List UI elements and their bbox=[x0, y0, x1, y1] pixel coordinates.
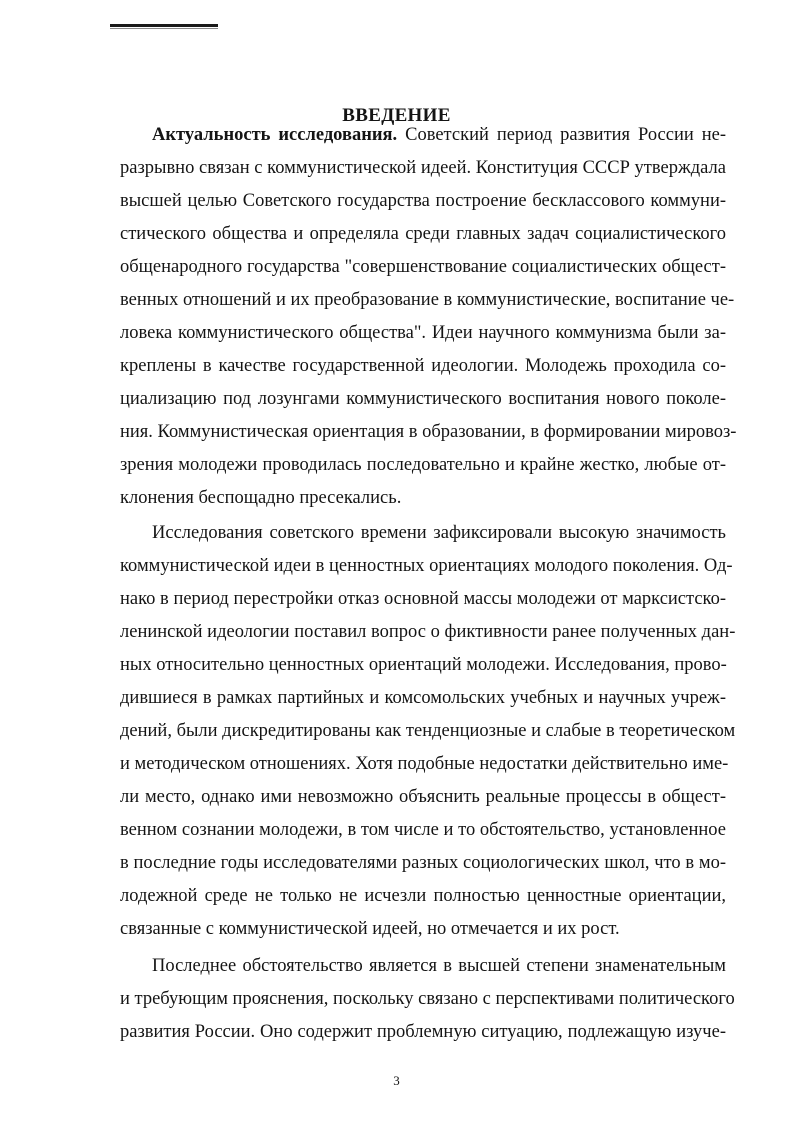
text-line: ловека коммунистического общества". Идеи научного коммунизма были за- bbox=[120, 323, 726, 343]
text-line: клонения беспощадно пресекались. bbox=[120, 488, 402, 508]
text-line: ли место, однако ими невозможно объяснить реальные процессы в общест- bbox=[120, 787, 726, 807]
text-line: циализацию под лозунгами коммунистического воспитания нового поколе- bbox=[120, 389, 726, 409]
top-rule bbox=[110, 24, 218, 27]
text-line: зрения молодежи проводилась последовательно и крайне жестко, любые от- bbox=[120, 455, 726, 475]
text-line: коммунистической идеи в ценностных ориентациях молодого поколения. Од- bbox=[120, 556, 733, 576]
text-line: дений, были дискредитированы как тенденциозные и слабые в теоретическом bbox=[120, 721, 736, 741]
text-line: Актуальность исследования. Советский период развития России не- bbox=[152, 125, 727, 145]
page-number: 3 bbox=[393, 1073, 400, 1088]
text-line: венном сознании молодежи, в том числе и то обстоятельство, установленное bbox=[120, 820, 726, 840]
text-line: и методическом отношениях. Хотя подобные недостатки действительно име- bbox=[120, 754, 729, 774]
text-line: общенародного государства "совершенствование социалистических общест- bbox=[120, 257, 726, 277]
text-line: нако в период перестройки отказ основной массы молодежи от марксистско- bbox=[120, 589, 726, 609]
text-line: Исследования советского времени зафиксировали высокую значимость bbox=[152, 523, 726, 543]
text-line: креплены в качестве государственной идеологии. Молодежь проходила со- bbox=[120, 356, 726, 376]
text-line: ния. Коммунистическая ориентация в образовании, в формировании мировоз- bbox=[120, 422, 737, 442]
text-line: ленинской идеологии поставил вопрос о фиктивности ранее полученных дан- bbox=[120, 622, 736, 642]
text-line: венных отношений и их преобразование в коммунистические, воспитание че- bbox=[120, 290, 735, 310]
text-line: высшей целью Советского государства построение бесклассового коммуни- bbox=[120, 191, 726, 211]
text-line: лодежной среде не только не исчезли полностью ценностные ориентации, bbox=[120, 886, 726, 906]
lead-heading: Актуальность исследования. bbox=[152, 125, 398, 145]
text-line: связанные с коммунистической идеей, но отмечается и их рост. bbox=[120, 919, 620, 939]
text-line: дившиеся в рамках партийных и комсомольских учебных и научных учреж- bbox=[120, 688, 726, 708]
text-line: стического общества и определяла среди главных задач социалистического bbox=[120, 224, 726, 244]
text-line: разрывно связан с коммунистической идеей. Конституция СССР утверждала bbox=[120, 158, 726, 178]
text-line: в последние годы исследователями разных социологических школ, что в мо- bbox=[120, 853, 726, 873]
text-line: ных относительно ценностных ориентаций молодежи. Исследования, прово- bbox=[120, 655, 727, 675]
text-line: и требующим прояснения, поскольку связано с перспективами политического bbox=[120, 989, 735, 1009]
text-line: развития России. Оно содержит проблемную ситуацию, подлежащую изуче- bbox=[120, 1022, 726, 1042]
text-line: Последнее обстоятельство является в высшей степени знаменательным bbox=[152, 956, 726, 976]
page-title: ВВЕДЕНИЕ bbox=[342, 104, 451, 126]
